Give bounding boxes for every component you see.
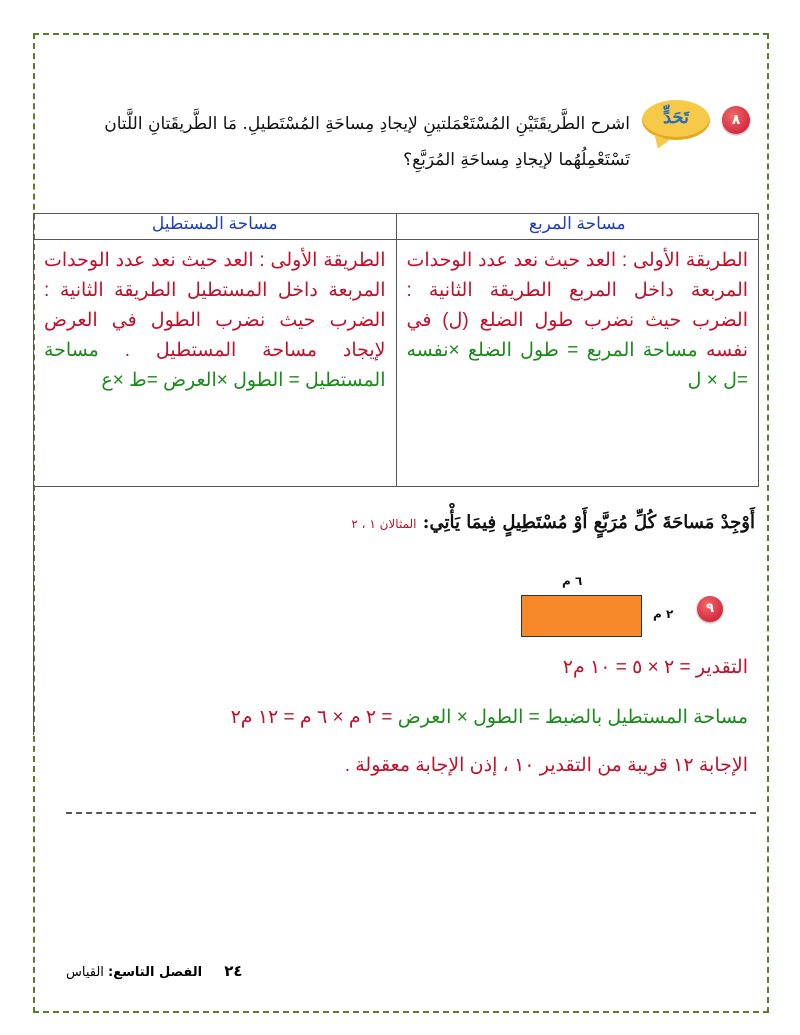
exact-area-formula: مساحة المستطيل بالضبط = الطول × العرض — [397, 707, 748, 728]
rectangle-area-cell — [34, 240, 397, 487]
square-area-cell — [396, 240, 759, 487]
section-divider — [66, 812, 756, 814]
question-number-badge: ٨ — [722, 106, 750, 134]
exact-area-value: = ٢ م × ٦ م = ١٢ م٢ — [230, 707, 398, 728]
conclusion-line: الإجابة ١٢ قريبة من التقدير ١٠ ، إذن الإجابة معقولة . — [344, 755, 748, 776]
page-number: ٢٤ — [224, 962, 243, 980]
square-area-header: مساحة المربع — [396, 214, 759, 240]
square-formula: مساحة المربع = طول الضلع ×نفسه =ل × ل — [406, 340, 748, 391]
rectangle-height-label: ٢ م — [653, 607, 674, 621]
area-methods-table — [33, 213, 759, 487]
question-9-badge: ٩ — [697, 596, 723, 622]
question-8 — [60, 100, 750, 190]
rectangle-formula: مساحة المستطيل = الطول ×العرض =ط ×ع — [44, 340, 386, 391]
estimate-line: التقدير = ٢ × ٥ = ١٠ م٢ — [562, 657, 748, 678]
question-8-text: اشرح الطَّريقَتَيْنِ المُسْتَعْمَلتينِ لإيجادِ مِساحَةِ المُسْتَطيلِ. مَا الطَّريقَتانِ اللَّتان تَسْتَعْمِلُهُما لإيجادِ مِساحَةِ المُرَبَّعِ؟ — [104, 114, 630, 170]
rectangle-figure — [521, 595, 642, 637]
chapter-label: الفصل التاسع: — [108, 965, 203, 980]
challenge-label: تَحَدٍّ — [662, 107, 690, 128]
margin-line — [33, 455, 34, 735]
exercise-instruction: أَوْجِدْ مَساحَةَ كُلِّ مُرَبَّعٍ أَوْ مُسْتَطِيلٍ فِيمَا يَأْتِي: — [422, 512, 755, 533]
rectangle-area-header: مساحة المستطيل — [34, 214, 397, 240]
square-method-2: الطريقة الثانية : الضرب حيث نضرب طول الضلع (ل) في نفسه — [406, 280, 749, 361]
exercise-heading — [55, 512, 755, 533]
square-method-1: الطريقة الأولى : العد حيث نعد عدد الوحدات المربعة داخل المربع — [406, 250, 749, 301]
page-footer — [66, 962, 243, 980]
challenge-bubble-icon — [642, 100, 710, 140]
chapter-name: القياس — [66, 965, 104, 980]
rectangle-method-2: الطريقة الثانية : الضرب حيث نضرب الطول في العرض لإيجاد مساحة المستطيل . — [44, 280, 386, 361]
rectangle-method-1: الطريقة الأولى : العد حيث نعد عدد الوحدات المربعة داخل المستطيل — [44, 250, 386, 301]
exact-area-line — [231, 706, 748, 729]
rectangle-width-label: ٦ م — [562, 574, 583, 588]
examples-reference: المثالان ١ ، ٢ — [351, 517, 417, 531]
